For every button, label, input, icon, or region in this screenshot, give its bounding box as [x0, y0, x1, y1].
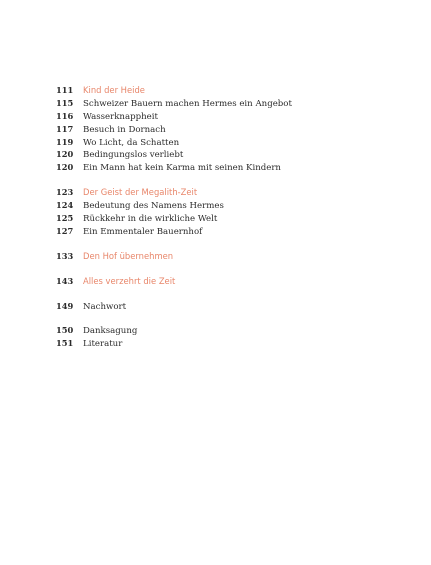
toc-group — [56, 186, 396, 238]
toc-group — [56, 250, 396, 263]
page-number: 124 — [56, 200, 74, 211]
toc-section-row — [56, 199, 396, 212]
section-title: Ein Mann hat kein Karma mit seinen Kindern — [83, 163, 281, 174]
group-spacer — [56, 174, 396, 186]
toc-group — [56, 84, 396, 174]
page-number: 149 — [56, 300, 74, 311]
section-title: Ein Emmentaler Bauernhof — [83, 226, 203, 237]
chapter-title: Kind der Heide — [83, 85, 145, 95]
page-number: 133 — [56, 250, 74, 261]
toc-section-row — [56, 161, 396, 174]
toc-section-row — [56, 148, 396, 161]
page-number: 115 — [56, 97, 74, 108]
toc-section-row — [56, 123, 396, 136]
section-title: Rückkehr in die wirkliche Welt — [83, 214, 218, 225]
page-number: 111 — [56, 85, 74, 95]
toc-section-row — [56, 225, 396, 238]
group-spacer — [56, 312, 396, 324]
section-title: Bedingungslos verliebt — [83, 150, 184, 161]
section-title: Besuch in Dornach — [83, 124, 166, 135]
section-title: Danksagung — [83, 326, 138, 337]
chapter-title: Der Geist der Megalith-Zeit — [83, 187, 198, 198]
toc-group — [56, 324, 396, 350]
toc-chapter-row — [56, 250, 396, 263]
toc-section-row — [56, 212, 396, 225]
page-number: 150 — [56, 325, 74, 336]
chapter-title: Alles verzehrt die Zeit — [83, 275, 176, 286]
toc-group — [56, 275, 396, 288]
page-number: 143 — [56, 275, 74, 286]
toc-section-row — [56, 110, 396, 123]
page-number: 127 — [56, 225, 74, 236]
section-title: Wo Licht, da Schatten — [83, 137, 180, 148]
section-title: Bedeutung des Namens Hermes — [83, 201, 224, 212]
section-title: Wasserknappheit — [83, 111, 158, 122]
section-title: Schweizer Bauern machen Hermes ein Angebot — [83, 98, 292, 109]
toc-chapter-row — [56, 186, 396, 199]
page-number: 120 — [56, 162, 74, 173]
group-spacer — [56, 238, 396, 250]
group-spacer — [56, 263, 396, 275]
section-title: Nachwort — [83, 301, 127, 312]
toc-chapter-row — [56, 84, 396, 97]
section-title: Literatur — [83, 339, 123, 350]
page-number: 123 — [56, 187, 74, 198]
toc-chapter-row — [56, 275, 396, 288]
toc-section-row — [56, 97, 396, 110]
chapter-title: Den Hof übernehmen — [83, 250, 174, 261]
toc-section-row — [56, 337, 396, 350]
page-number: 116 — [56, 110, 74, 121]
page-number: 125 — [56, 213, 74, 224]
toc-section-row — [56, 136, 396, 149]
toc-section-row — [56, 300, 396, 313]
page-number: 120 — [56, 149, 74, 160]
table-of-contents — [56, 84, 396, 350]
toc-group — [56, 300, 396, 313]
page-number: 151 — [56, 338, 74, 349]
group-spacer — [56, 288, 396, 300]
toc-section-row — [56, 324, 396, 337]
page-number: 119 — [56, 136, 74, 147]
page-number: 117 — [56, 123, 74, 134]
